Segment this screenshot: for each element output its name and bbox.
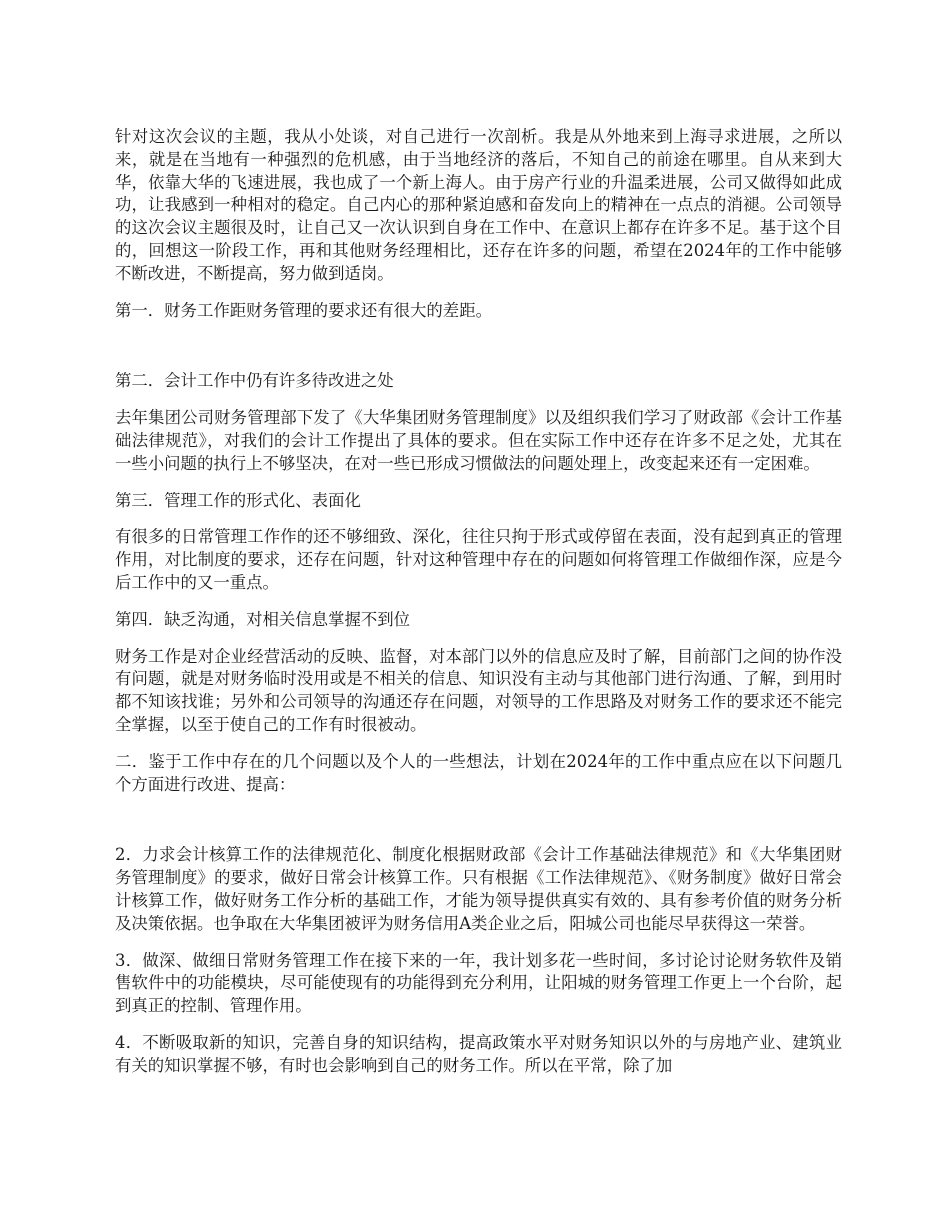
intro-paragraph: 针对这次会议的主题，我从小处谈，对自己进行一次剖析。我是从外地来到上海寻求进展，之所以来，就是在当地有一种强烈的危机感，由于当地经济的落后，不知自己的前途在哪里。自从来到大华，依靠大华的飞速进展，我也成了一个新上海人。由于房产行业的升温柔进展，公司又做得如此成功，让我感到一种相对的稳定。自己内心的那种紧迫感和奋发向上的精神在一点点的消褪。公司领导的这次会议主题很及时，让自己又一次认识到自身在工作中、在意识上都存在许多不足。基于这个目的，回想这一阶段工作，再和其他财务经理相比，还存在许多的问题，希望在2024年的工作中能够不断改进，不断提高，努力做到适岗。 <box>115 127 842 283</box>
point-four-paragraph: 财务工作是对企业经营活动的反映、监督，对本部门以外的信息应及时了解，目前部门之间的协作没有问题，就是对财务临时没用或是不相关的信息、知识没有主动与其他部门进行沟通、了解，到用时都不知该找谁；另外和公司领导的沟通还存在问题，对领导的工作思路及对财务工作的要求还不能完全掌握，以至于使自己的工作有时很被动。 <box>115 646 842 734</box>
plan-item-3: 3．做深、做细日常财务管理工作在接下来的一年，我计划多花一些时间，多讨论讨论财务软件及销售软件中的功能模块，尽可能使现有的功能得到充分利用，让阳城的财务管理工作更上一个台阶，起到真正的控制、管理作用。 <box>115 950 842 1016</box>
point-four-heading: 第四．缺乏沟通，对相关信息掌握不到位 <box>115 609 411 629</box>
point-two-heading: 第二．会计工作中仍有许多待改进之处 <box>115 371 394 391</box>
point-two-paragraph: 去年集团公司财务管理部下发了《大华集团财务管理制度》以及组织我们学习了财政部《会计工作基础法律规范》，对我们的会计工作提出了具体的要求。但在实际工作中还存在许多不足之处，尤其在一些小问题的执行上不够坚决，在对一些已形成习惯做法的问题处理上，改变起来还有一定困难。 <box>115 408 842 473</box>
point-three-paragraph: 有很多的日常管理工作作的还不够细致、深化，往往只拘于形式或停留在表面，没有起到真正的管理作用，对比制度的要求，还存在问题，针对这种管理中存在的问题如何将管理工作做细作深，应是今后工作中的又一重点。 <box>115 527 842 592</box>
point-three-heading: 第三．管理工作的形式化、表面化 <box>115 490 361 510</box>
section-two-intro: 二．鉴于工作中存在的几个问题以及个人的一些想法，计划在2024年的工作中重点应在以下问题几个方面进行改进、提高： <box>115 751 842 794</box>
point-one-heading: 第一．财务工作距财务管理的要求还有很大的差距。 <box>115 300 492 320</box>
document-body <box>115 126 842 1092</box>
plan-item-2: 2．力求会计核算工作的法律规范化、制度化根据财政部《会计工作基础法律规范》和《大华集团财务管理制度》的要求，做好日常会计核算工作。只有根据《工作法律规范》、《财务制度》做好日常会计核算工作，做好财务工作分析的基础工作，才能为领导提供真实有效的、具有参考价值的财务分析及决策依据。也争取在大华集团被评为财务信用A类企业之后，阳城公司也能尽早获得这一荣誉。 <box>115 845 842 933</box>
plan-item-4: 4．不断吸取新的知识，完善自身的知识结构，提高政策水平对财务知识以外的与房地产业、建筑业有关的知识掌握不够，有时也会影响到自己的财务工作。所以在平常，除了加 <box>115 1032 842 1075</box>
